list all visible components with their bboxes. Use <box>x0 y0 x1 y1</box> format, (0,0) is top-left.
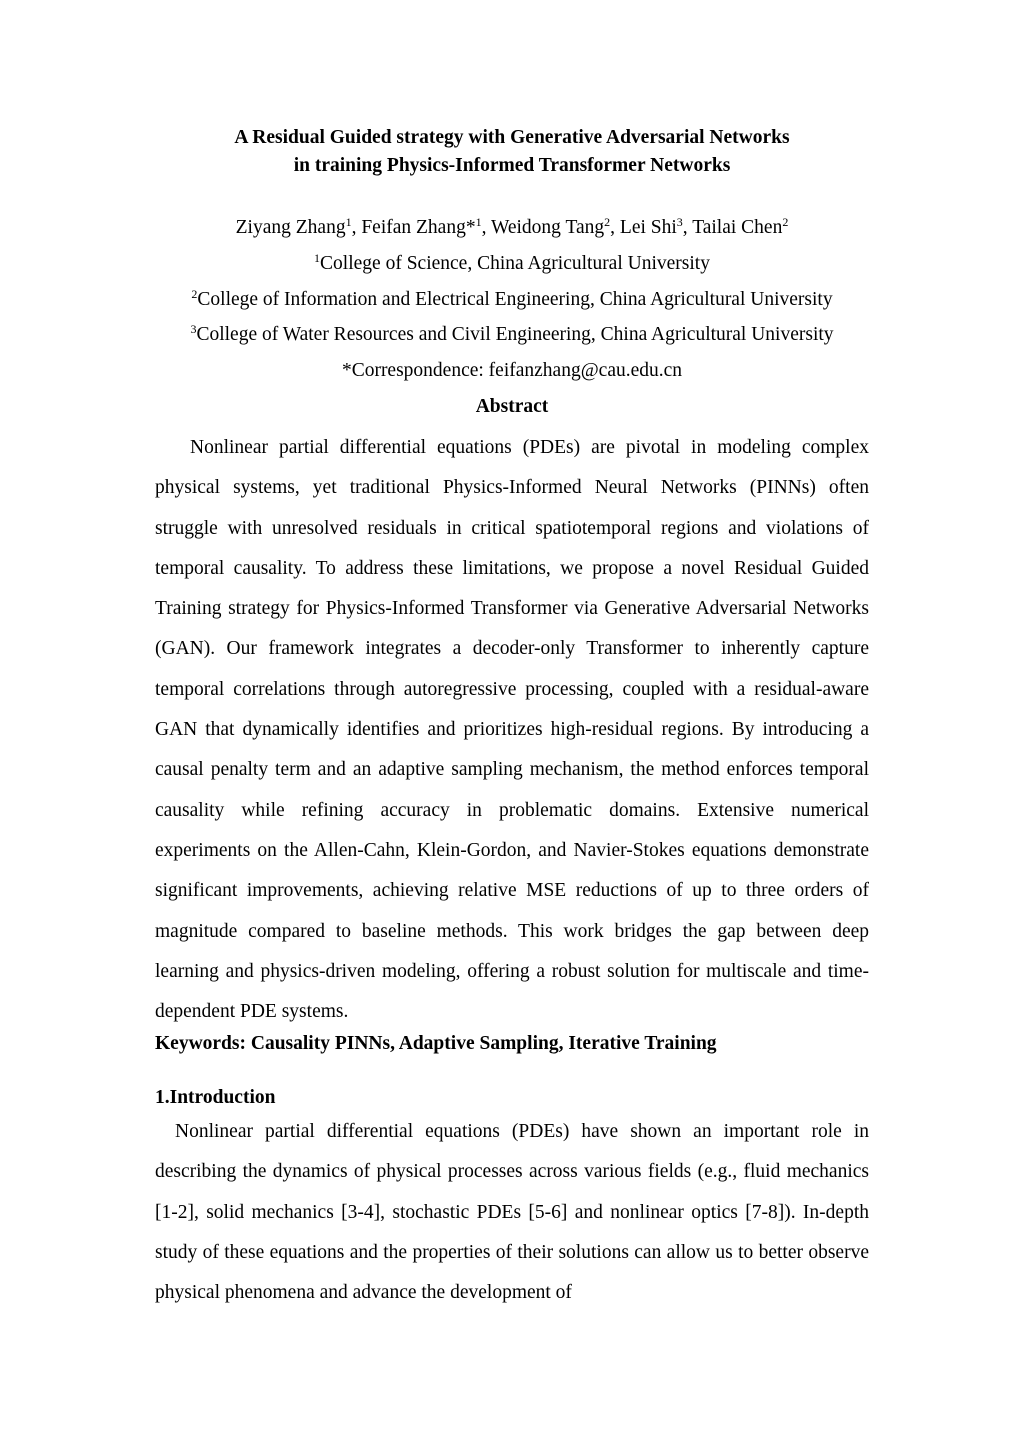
affiliation-mark: 2 <box>191 286 198 301</box>
affiliation-3 <box>0 317 1024 353</box>
author-affiliation-mark: 1 <box>475 215 482 229</box>
author-separator: , <box>481 217 491 238</box>
affiliation-mark: 1 <box>314 250 321 265</box>
correspondence: *Correspondence: feifanzhang@cau.edu.cn <box>341 360 683 382</box>
abstract-text: Nonlinear partial differential equations (PDEs) are pivotal in modeling complex physical systems, yet traditional Physics-Informed Neural Networks (PINNs) often struggle with unresolved residuals in critical spatiotemporal regions and violations of temporal causality. To address these limitations, we propose a novel Residual Guided Training strategy for Physics-Informed Transformer via Generative Adversarial Networks (GAN). Our framework integrates a decoder-only Transformer to inherently capture temporal correlations through autoregressive processing, coupled with a residual-aware GAN that dynamically identifies and prioritizes high-residual regions. By introducing a causal penalty term and an adaptive sampling mechanism, the method enforces temporal causality while refining accuracy in problematic domains. Extensive numerical experiments on the Allen-Cahn, Klein-Gordon, and Navier-Stokes equations demonstrate significant improvements, achieving relative MSE reductions of up to three orders of magnitude compared to baseline methods. This work bridges the gap between deep learning and physics-driven modeling, offering a robust solution for multiscale and time-dependent PDE systems. <box>155 437 869 1023</box>
author-block <box>0 210 1024 425</box>
author-affiliation-mark: 2 <box>604 215 611 229</box>
affiliation-1 <box>0 246 1024 282</box>
author-name: Tailai Chen <box>692 217 783 238</box>
affiliation-mark: 3 <box>190 322 197 337</box>
title-line-2: in training Physics-Informed Transformer Networks <box>293 155 731 176</box>
affiliation-text: College of Water Resources and Civil Engineering, China Agricultural University <box>196 324 834 346</box>
author-name: Weidong Tang <box>491 217 605 238</box>
affiliation-text: College of Science, China Agricultural University <box>320 252 710 274</box>
author-separator: , <box>682 217 693 238</box>
introduction-text: Nonlinear partial differential equations (PDEs) have shown an important role in describing the dynamics of physical processes across various fields (e.g., fluid mechanics [1-2], solid mechanics [3-4], stochastic PDEs [5-6] and nonlinear optics [7-8]). In-depth study of these equations and the properties of their solutions can allow us to better observe physical phenomena and advance the development of <box>155 1121 869 1304</box>
author-name: Feifan Zhang* <box>361 217 476 238</box>
author-name: Ziyang Zhang <box>235 217 346 238</box>
author-name: Lei Shi <box>619 217 677 238</box>
author-affiliation-mark: 3 <box>676 215 683 229</box>
paper-title <box>0 124 1024 180</box>
author-affiliation-mark: 2 <box>782 215 789 229</box>
section-heading-introduction: 1.Introduction <box>155 1087 276 1108</box>
affiliation-text: College of Information and Electrical Engineering, China Agricultural University <box>197 288 833 310</box>
author-separator: , <box>351 217 362 238</box>
author-list <box>0 210 1024 246</box>
author-affiliation-mark: 1 <box>345 215 352 229</box>
abstract-heading: Abstract <box>475 395 549 417</box>
title-line-1: A Residual Guided strategy with Generative Adversarial Networks <box>234 127 790 148</box>
author-separator: , <box>610 217 620 238</box>
keywords: Keywords: Causality PINNs, Adaptive Sampling, Iterative Training <box>155 1033 717 1054</box>
affiliation-2 <box>0 282 1024 318</box>
